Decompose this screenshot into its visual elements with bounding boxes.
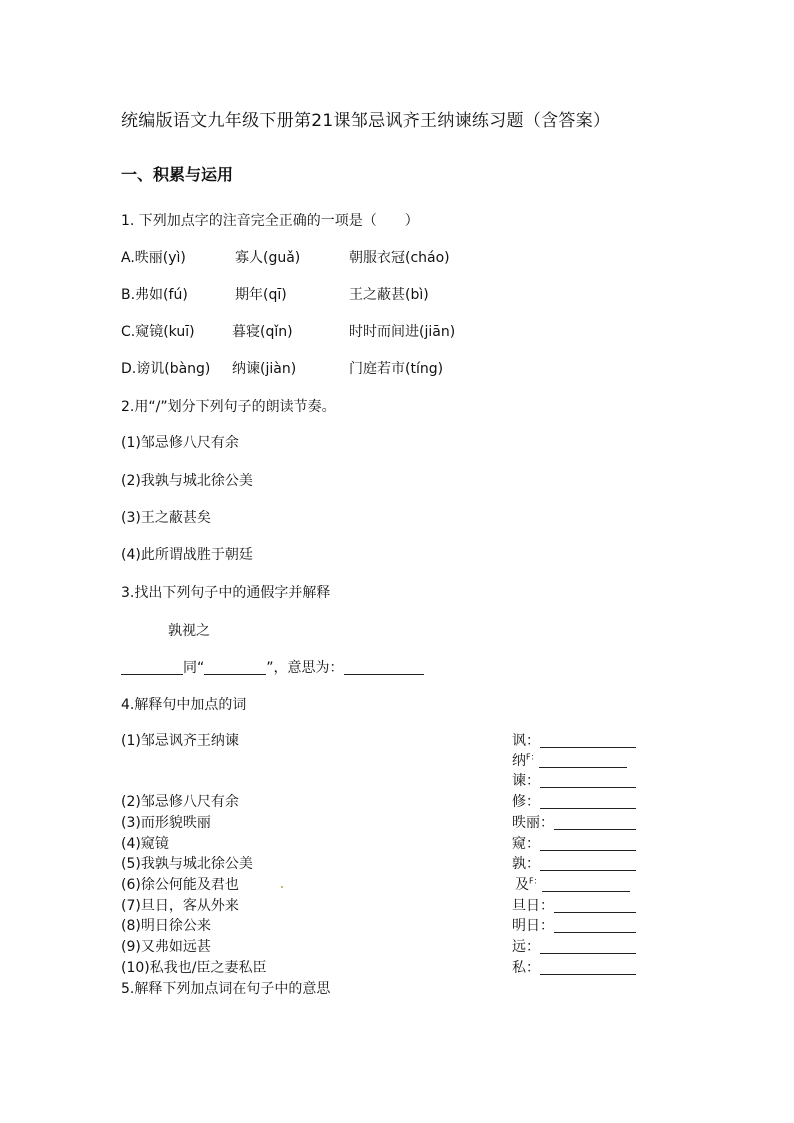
q4-sentence-5: (5)我孰与城北徐公美 (121, 856, 253, 872)
question-4-stem: 4.解释句中加点的词 (121, 697, 247, 713)
option-d-item-3: 门庭若市(tíng) (349, 361, 444, 377)
word-label: 孰： (512, 856, 540, 872)
document-title: 统编版语文九年级下册第21课邹忌讽齐王纳谏练习题（含答案） (121, 111, 611, 131)
q4-sentence-2: (2)邹忌修八尺有余 (121, 794, 239, 810)
sup-mark: F： (526, 752, 539, 762)
question-2-item-4: (4)此所谓战胜于朝廷 (121, 547, 253, 563)
q4-sentence-9: (9)又弗如远甚 (121, 939, 211, 955)
option-c-item-2: 暮寝(qǐn) (232, 324, 293, 340)
question-2-item-2: (2)我孰与城北徐公美 (121, 473, 253, 489)
blank-line[interactable] (540, 772, 636, 788)
blank-line[interactable] (540, 835, 636, 851)
option-a-item-3: 朝服衣冠(cháo) (349, 250, 450, 266)
option-d-item-2: 纳谏(jiàn) (232, 361, 297, 377)
question-3-stem: 3.找出下列句子中的通假字并解释 (121, 585, 331, 601)
q4-answer-10 (512, 915, 636, 935)
word-label: 窥： (512, 836, 540, 852)
word-label: 修： (512, 794, 540, 810)
sup-mark: F： (529, 876, 542, 886)
option-b-item-1: B.弗如(fú) (121, 287, 188, 303)
blank-line[interactable] (540, 959, 636, 975)
q4-sentence-1: (1)邹忌讽齐王纳谏 (121, 733, 239, 749)
question-2-stem: 2.用“/”划分下列句子的朗读节奏。 (121, 399, 336, 415)
blank-line[interactable] (121, 659, 183, 675)
option-a (121, 247, 450, 267)
question-2-item-1: (1)邹忌修八尺有余 (121, 435, 239, 451)
meaning-label: ”，意思为： (266, 660, 344, 676)
option-c-item-1: C.窥镜(kuī) (121, 324, 195, 340)
blank-line[interactable] (540, 732, 636, 748)
q4-sentence-7: (7)旦日，客从外来 (121, 898, 239, 914)
blank-line[interactable] (539, 752, 627, 768)
option-d (121, 358, 443, 378)
stray-dot (281, 886, 283, 888)
word-label: 及 (515, 877, 529, 893)
word-label: 私： (512, 960, 540, 976)
blank-line[interactable] (540, 938, 636, 954)
question-2-item-3: (3)王之蔽甚矣 (121, 510, 211, 526)
q4-answer-8 (515, 874, 630, 894)
word-label: 旦日： (512, 898, 554, 914)
blank-line[interactable] (554, 917, 636, 933)
option-b-item-2: 期年(qī) (235, 287, 287, 303)
word-label: 昳丽： (512, 815, 554, 831)
question-3-sentence: 孰视之 (168, 623, 210, 639)
q4-sentence-4: (4)窥镜 (121, 836, 169, 852)
option-b (121, 284, 429, 304)
blank-line[interactable] (204, 659, 266, 675)
option-b-item-3: 王之蔽甚(bì) (349, 287, 429, 303)
q4-answer-9 (512, 895, 636, 915)
option-d-item-1: D.谤讥(bàng) (121, 361, 211, 377)
q4-answer-11 (512, 936, 636, 956)
q4-answer-3 (512, 770, 636, 790)
question-1-stem: 1. 下列加点字的注音完全正确的一项是（ ） (121, 213, 419, 229)
word-label: 纳 (512, 753, 526, 769)
blank-line[interactable] (542, 876, 630, 892)
option-a-item-2: 寡人(guǎ) (235, 250, 301, 266)
q4-answer-12 (512, 957, 636, 977)
blank-line[interactable] (554, 814, 636, 830)
word-label: 明日： (512, 918, 554, 934)
q4-answer-7 (512, 853, 636, 873)
q4-sentence-3: (3)而形貌昳丽 (121, 815, 211, 831)
word-label: 讽： (512, 733, 540, 749)
option-c-item-3: 时时而间进(jiān) (349, 324, 456, 340)
blank-line[interactable] (540, 855, 636, 871)
q4-answer-6 (512, 833, 636, 853)
q4-sentence-6: (6)徐公何能及君也 (121, 877, 239, 893)
q4-answer-2 (512, 750, 627, 770)
word-label: 谏： (512, 773, 540, 789)
section-heading: 一、积累与运用 (121, 165, 234, 184)
q4-sentence-8: (8)明日徐公来 (121, 918, 211, 934)
question-3-answer-line (121, 657, 424, 677)
word-label: 远： (512, 939, 540, 955)
blank-line[interactable] (540, 793, 636, 809)
option-c (121, 321, 455, 341)
q4-answer-4 (512, 791, 636, 811)
same-as-label: 同“ (183, 660, 205, 676)
question-5-stem: 5.解释下列加点词在句子中的意思 (121, 981, 331, 997)
blank-line[interactable] (344, 659, 424, 675)
blank-line[interactable] (554, 897, 636, 913)
q4-answer-1 (512, 730, 636, 750)
q4-answer-5 (512, 812, 636, 832)
q4-sentence-10: (10)私我也/臣之妻私臣 (121, 960, 267, 976)
option-a-item-1: A.昳丽(yì) (121, 250, 186, 266)
